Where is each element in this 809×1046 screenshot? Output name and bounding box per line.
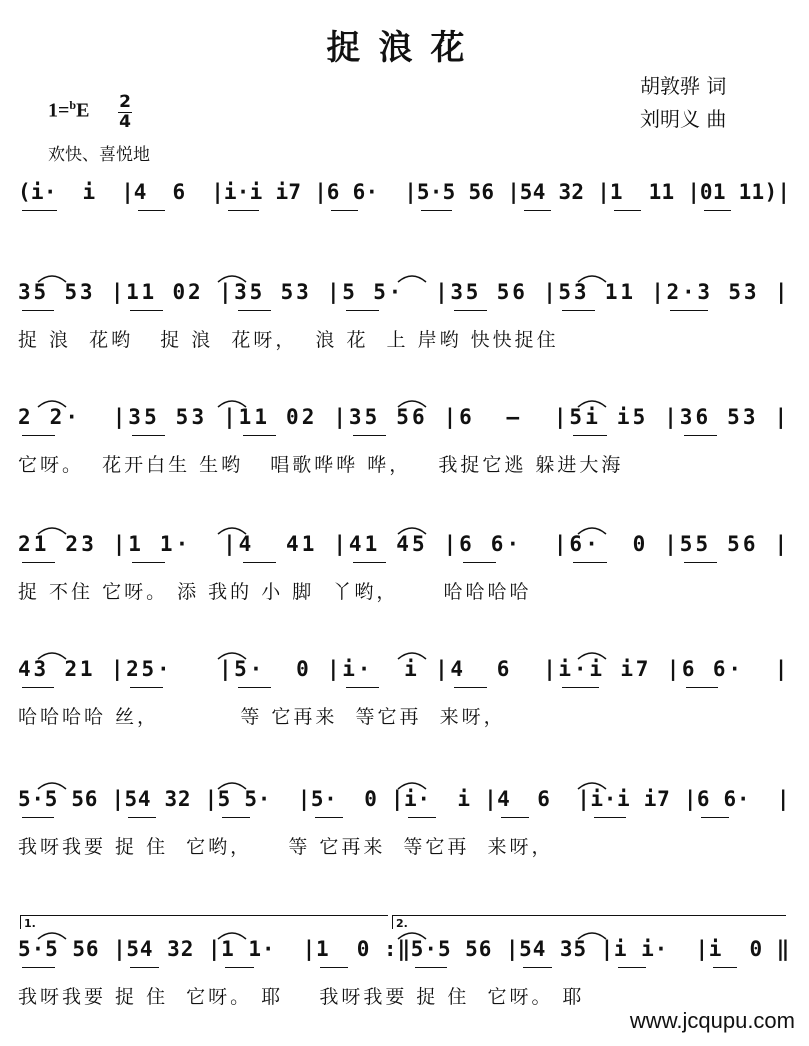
note-measure: 21 23 | xyxy=(18,532,129,556)
beam-line xyxy=(346,687,378,688)
note-measure: 36 53 | xyxy=(679,405,791,429)
note-measure: 35 56 | xyxy=(450,280,559,304)
note-measure: 43 21 | xyxy=(18,657,127,681)
slur-layer xyxy=(0,647,809,661)
beam-line xyxy=(22,435,55,436)
lyricist-credit: 胡敦骅 词 xyxy=(640,74,727,98)
note-measure: 35 53 | xyxy=(128,405,239,429)
beam-line xyxy=(454,687,486,688)
ending-bracket xyxy=(392,915,786,916)
beam-line xyxy=(225,967,253,968)
watermark: www.jcqupu.com xyxy=(629,1008,795,1033)
note-measure: i·i i7 | xyxy=(558,657,683,681)
lyrics-text: 它呀。 花开白生 生哟 唱歌哗哗 哗， 我捉它逃 躲进大海 xyxy=(18,454,624,476)
slur-arc xyxy=(38,401,66,407)
note-measure: 01 11)| xyxy=(699,180,791,204)
note-measure: 54 32 | xyxy=(519,180,611,204)
note-measure: 5·5 56 | xyxy=(18,937,127,961)
lyrics-line xyxy=(0,325,809,349)
beam-line xyxy=(684,562,717,563)
note-measure: 6 6· | xyxy=(696,787,791,811)
beam-line xyxy=(573,435,606,436)
beam-line xyxy=(130,310,162,311)
note-measure: 5 5· | xyxy=(217,787,312,811)
note-measure: 6· 0 | xyxy=(569,532,681,556)
ending-label: 1. xyxy=(24,917,36,930)
note-measure: 4 41 | xyxy=(238,532,350,556)
lyrics-text: 哈哈哈哈 丝， 等 它再来 等它再 来呀， xyxy=(18,706,506,728)
beam-line xyxy=(523,967,551,968)
time-signature-top: 2 xyxy=(119,92,131,112)
notes-line xyxy=(0,180,809,212)
slur-arc xyxy=(218,653,246,659)
beam-line xyxy=(713,967,737,968)
score-row xyxy=(0,180,809,250)
ending-bracket-edge xyxy=(392,915,393,929)
beam-line xyxy=(132,562,165,563)
lyrics-line xyxy=(0,832,809,856)
beam-line xyxy=(562,310,594,311)
note-measure: 41 45 | xyxy=(348,532,460,556)
score-row xyxy=(0,657,809,727)
slur-layer xyxy=(0,170,809,184)
beam-line xyxy=(130,687,162,688)
score-row xyxy=(0,405,809,475)
slur-arc xyxy=(578,653,606,659)
slur-arc xyxy=(398,276,426,282)
beam-line xyxy=(22,562,55,563)
note-measure: (i· i | xyxy=(18,180,135,204)
slur-layer xyxy=(0,777,809,791)
beam-line xyxy=(228,210,259,211)
beam-line xyxy=(132,435,165,436)
beam-line xyxy=(331,210,358,211)
tempo-marking: 欢快、喜悦地 xyxy=(48,145,150,165)
slur-arc xyxy=(578,528,606,534)
note-measure: 54 32 | xyxy=(126,937,222,961)
beam-line xyxy=(421,210,452,211)
score-row xyxy=(0,280,809,350)
note-measure: 35 53 | xyxy=(234,280,343,304)
lyrics-text: 我呀我要 捉 住 它哟， 等 它再来 等它再 来呀， xyxy=(18,836,554,858)
beam-line xyxy=(238,687,270,688)
beam-line xyxy=(22,817,54,818)
beam-line xyxy=(501,817,529,818)
beam-line xyxy=(524,210,551,211)
ending-label: 2. xyxy=(396,917,408,930)
note-measure: 11 02 | xyxy=(126,280,235,304)
beam-line xyxy=(22,310,54,311)
slur-arc xyxy=(218,401,246,407)
note-measure: 1 0 :‖ xyxy=(315,937,412,961)
note-measure: 55 56 | xyxy=(679,532,791,556)
note-measure: i· i | xyxy=(342,657,451,681)
note-measure: 6 6· | xyxy=(681,657,791,681)
beam-line xyxy=(222,817,250,818)
note-measure: i· i | xyxy=(404,787,498,811)
note-measure: 2 2· | xyxy=(18,405,129,429)
beam-line xyxy=(454,310,486,311)
note-measure: 5 5· | xyxy=(342,280,451,304)
beam-line xyxy=(415,967,448,968)
beam-line xyxy=(22,687,54,688)
composer-credit: 刘明义 曲 xyxy=(640,107,727,131)
lyrics-line xyxy=(0,577,809,601)
note-measure: 4 6 | xyxy=(133,180,225,204)
slur-arc xyxy=(218,933,246,939)
slur-arc xyxy=(218,276,246,282)
beam-line xyxy=(353,562,386,563)
note-measure: 1 1· | xyxy=(128,532,239,556)
beam-line xyxy=(22,210,57,211)
slur-arc xyxy=(578,783,606,789)
slur-arc xyxy=(38,276,66,282)
note-measure: 11 02 | xyxy=(238,405,350,429)
slur-arc xyxy=(398,933,426,939)
notes-line xyxy=(0,532,809,564)
note-measure: 6 6· | xyxy=(459,532,570,556)
key-prefix: 1= xyxy=(48,99,70,122)
note-measure: 5· 0 | xyxy=(310,787,405,811)
notes-line xyxy=(0,937,809,969)
slur-arc xyxy=(398,653,426,659)
notes-line xyxy=(0,787,809,819)
note-measure: 5·5 56 | xyxy=(410,937,520,961)
slur-arc xyxy=(398,401,426,407)
beam-line xyxy=(562,687,599,688)
beam-line xyxy=(670,310,707,311)
slur-arc xyxy=(38,653,66,659)
note-measure: i i· | xyxy=(613,937,710,961)
note-measure: 54 32 | xyxy=(124,787,218,811)
slur-arc xyxy=(578,276,606,282)
lyrics-text: 捉 不住 它呀。 添 我的 小 脚 丫哟， 哈哈哈哈 xyxy=(18,581,532,603)
beam-line xyxy=(686,687,718,688)
slur-layer xyxy=(0,395,809,409)
credits xyxy=(640,70,726,136)
beam-line xyxy=(346,310,378,311)
ending-bracket xyxy=(20,915,388,916)
ending-bracket-edge xyxy=(20,915,21,929)
slur-arc xyxy=(38,933,66,939)
note-measure: 25· | xyxy=(126,657,235,681)
note-measure: 4 6 | xyxy=(497,787,591,811)
notes-line xyxy=(0,405,809,437)
note-measure: 5·5 56 | xyxy=(416,180,521,204)
slur-arc xyxy=(38,783,66,789)
note-measure: i·i i7 | xyxy=(223,180,328,204)
slur-arc xyxy=(398,783,426,789)
time-signature-bottom: 4 xyxy=(119,112,131,132)
beam-line xyxy=(704,210,731,211)
note-measure: 6 – | xyxy=(459,405,570,429)
beam-line xyxy=(138,210,165,211)
lyrics-text: 捉 浪 花哟 捉 浪 花呀， 浪 花 上 岸哟 快快捉住 xyxy=(18,329,559,351)
beam-line xyxy=(22,967,55,968)
beam-line xyxy=(701,817,729,818)
time-signature xyxy=(118,94,132,131)
score-row xyxy=(0,532,809,602)
beam-line xyxy=(594,817,626,818)
slur-layer xyxy=(0,522,809,536)
note-measure: 35 53 | xyxy=(18,280,127,304)
note-measure: 5· 0 | xyxy=(234,657,343,681)
note-measure: 4 6 | xyxy=(450,657,559,681)
lyrics-line xyxy=(0,702,809,726)
slur-arc xyxy=(578,401,606,407)
notes-line xyxy=(0,657,809,689)
note-measure: 5·5 56 | xyxy=(18,787,125,811)
note-measure: 5i i5 | xyxy=(569,405,681,429)
beam-line xyxy=(243,562,276,563)
lyrics-line xyxy=(0,982,809,1006)
slur-arc xyxy=(398,528,426,534)
note-measure: 54 35 | xyxy=(519,937,615,961)
note-measure: i·i i7 | xyxy=(590,787,698,811)
key-signature xyxy=(48,98,89,123)
beam-line xyxy=(315,817,343,818)
key-letter: E xyxy=(76,99,90,122)
beam-line xyxy=(408,817,436,818)
note-measure: i 0 ‖ xyxy=(708,937,791,961)
beam-line xyxy=(238,310,270,311)
slur-arc xyxy=(578,933,606,939)
note-measure: 2·3 53 | xyxy=(666,280,791,304)
beam-line xyxy=(614,210,641,211)
note-measure: 53 11 | xyxy=(558,280,667,304)
song-title: 捉浪花 xyxy=(326,28,483,68)
score-row xyxy=(0,787,809,857)
slur-arc xyxy=(38,528,66,534)
slur-arc xyxy=(218,783,246,789)
beam-line xyxy=(243,435,276,436)
slur-arc xyxy=(218,528,246,534)
score-row xyxy=(0,937,809,1007)
note-measure: 1 11 | xyxy=(609,180,701,204)
beam-line xyxy=(353,435,386,436)
beam-line xyxy=(128,817,156,818)
note-measure: 6 6· | xyxy=(326,180,418,204)
note-measure: 35 56 | xyxy=(348,405,460,429)
lyrics-text: 我呀我要 捉 住 它呀。 耶 我呀我要 捉 住 它呀。 耶 xyxy=(18,986,585,1008)
beam-line xyxy=(684,435,717,436)
flat-sign: b xyxy=(69,98,77,112)
note-measure: 1 1· | xyxy=(221,937,317,961)
beam-line xyxy=(130,967,158,968)
beam-line xyxy=(573,562,606,563)
lyrics-line xyxy=(0,450,809,474)
beam-line xyxy=(320,967,348,968)
notes-line xyxy=(0,280,809,312)
beam-line xyxy=(463,562,496,563)
beam-line xyxy=(618,967,646,968)
slur-layer xyxy=(0,270,809,284)
